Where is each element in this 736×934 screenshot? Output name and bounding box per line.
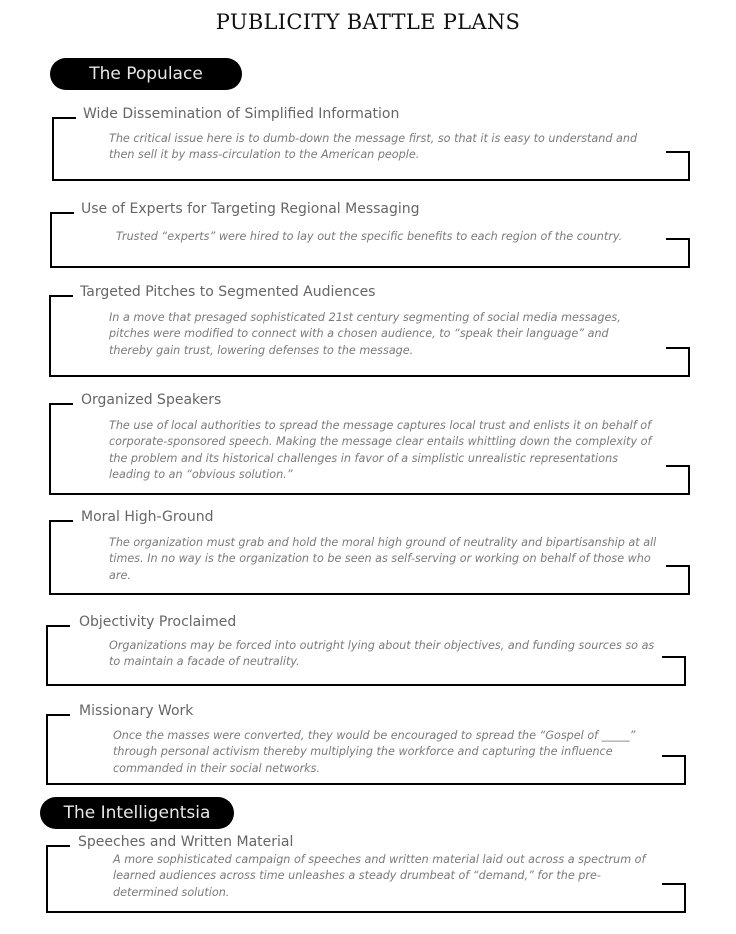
page-title: PUBLICITY BATTLE PLANS: [215, 10, 521, 34]
heading-missionary-work: Missionary Work: [79, 703, 194, 719]
text-moral-high-ground: The organization must grab and hold the moral high ground of neutrality and bipartisanship at all times. In no way is the organization to be seen as self-serving or working on behalf of those who are.: [109, 536, 657, 582]
text-wide-dissemination: The critical issue here is to dumb-down the message first, so that it is easy to understand and then sell it by mass-circulation to the American people.: [109, 132, 638, 162]
heading-targeted-pitches: Targeted Pitches to Segmented Audiences: [80, 284, 376, 300]
heading-organized-speakers: Organized Speakers: [81, 392, 222, 408]
heading-objectivity-proclaimed: Objectivity Proclaimed: [79, 614, 237, 630]
text-speeches-written-material: A more sophisticated campaign of speeches and written material laid out across a spectrum of learned audiences across time unleashes a steady drumbeat of “demand,” for the pre-determined solution.: [113, 853, 646, 899]
text-targeted-pitches: In a move that presaged sophisticated 21st century segmenting of social media messages, pitches were modified to connect with a chosen audience, to “speak their language” and thereby gain trust, lowering defenses to the message.: [109, 311, 621, 357]
heading-moral-high-ground: Moral High-Ground: [81, 509, 214, 525]
heading-speeches-written-material: Speeches and Written Material: [78, 834, 294, 850]
heading-use-of-experts: Use of Experts for Targeting Regional Messaging: [81, 201, 420, 217]
text-organized-speakers: The use of local authorities to spread the message captures local trust and enlists it on behalf of corporate-sponsored speech. Making the message clear entails whittling down the complexity of the problem and its historical challenges in favor of a simplistic unrealistic representations leading to an “obvious solution.”: [109, 419, 652, 481]
text-use-of-experts: Trusted “experts” were hired to lay out the specific benefits to each region of the country.: [116, 230, 623, 243]
section-label-intelligentsia: The Intelligentsia: [40, 797, 234, 829]
heading-wide-dissemination: Wide Dissemination of Simplified Information: [83, 106, 400, 122]
text-objectivity-proclaimed: Organizations may be forced into outright lying about their objectives, and funding sources so as to maintain a facade of neutrality.: [109, 639, 655, 669]
text-missionary-work: Once the masses were converted, they would be encouraged to spread the “Gospel of _____” through personal activism thereby multiplying the workforce and capturing the influence commanded in their social networks.: [113, 729, 636, 775]
section-label-populace: The Populace: [50, 58, 242, 90]
